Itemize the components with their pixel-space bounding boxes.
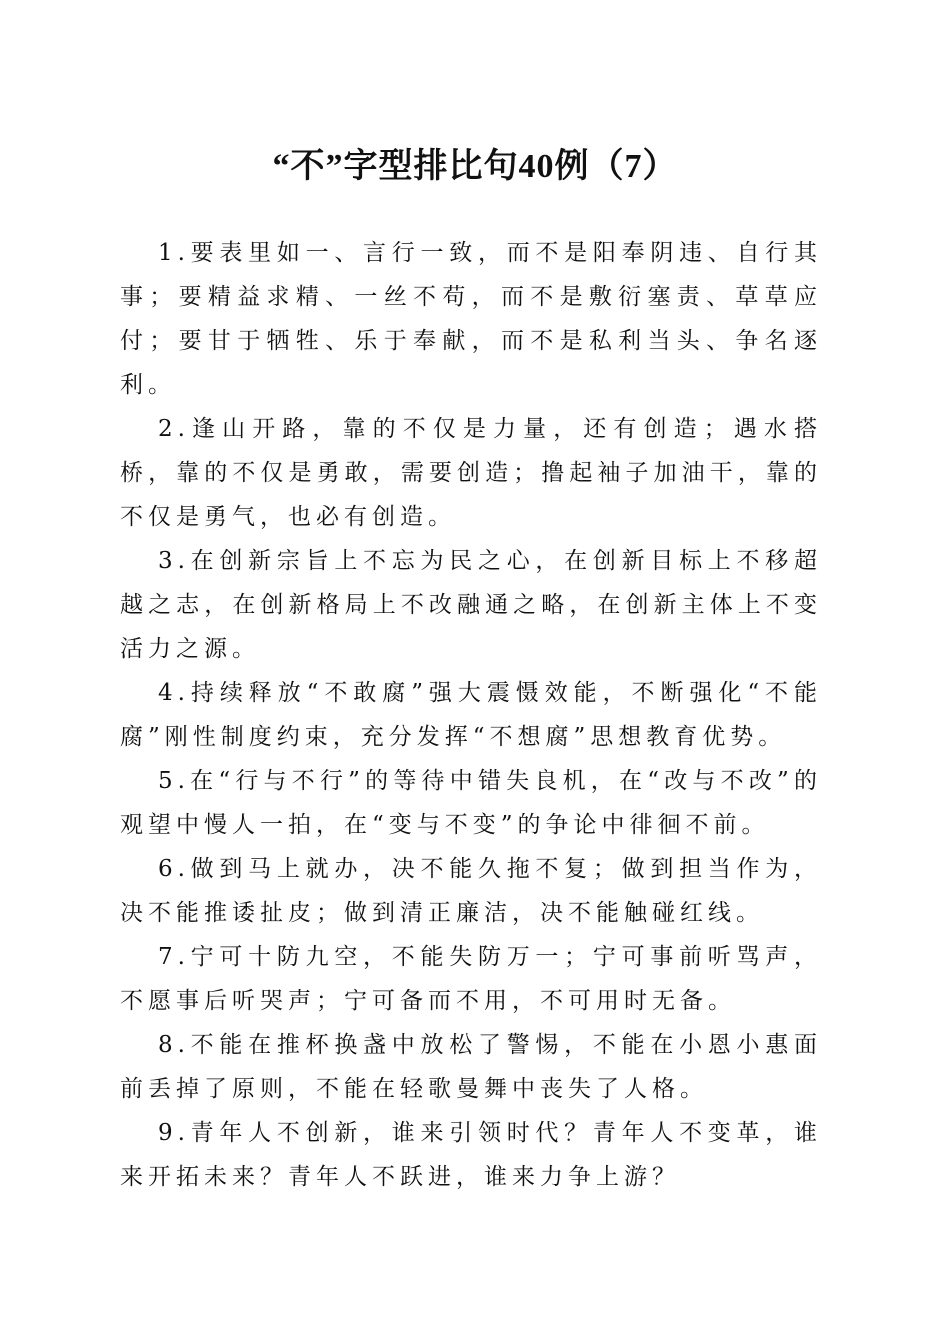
paragraph-2: 2.逢山开路，靠的不仅是力量，还有创造；遇水搭桥，靠的不仅是勇敢，需要创造；撸起袖子加油干，靠的不仅是勇气，也必有创造。 bbox=[120, 416, 822, 530]
paragraph-8: 8.不能在推杯换盏中放松了警惕，不能在小恩小惠面前丢掉了原则，不能在轻歌曼舞中丧失了人格。 bbox=[120, 1032, 822, 1102]
paragraph-9: 9.青年人不创新，谁来引领时代？青年人不变革，谁来开拓未来？青年人不跃进，谁来力争上游？ bbox=[120, 1120, 822, 1190]
paragraph-4: 4.持续释放“不敢腐”强大震慑效能，不断强化“不能腐”刚性制度约束，充分发挥“不想腐”思想教育优势。 bbox=[120, 680, 822, 750]
paragraph-5: 5.在“行与不行”的等待中错失良机，在“改与不改”的观望中慢人一拍，在“变与不变”的争论中徘徊不前。 bbox=[120, 768, 822, 838]
paragraph-1: 1.要表里如一、言行一致，而不是阳奉阴违、自行其事；要精益求精、一丝不苟，而不是敷衍塞责、草草应付；要甘于牺牲、乐于奉献，而不是私利当头、争名逐利。 bbox=[120, 240, 822, 398]
paragraph-6: 6.做到马上就办，决不能久拖不复；做到担当作为，决不能推诿扯皮；做到清正廉洁，决不能触碰红线。 bbox=[120, 856, 822, 926]
document-title: “不”字型排比句40例（7） bbox=[272, 148, 678, 185]
paragraph-7: 7.宁可十防九空，不能失防万一；宁可事前听骂声，不愿事后听哭声；宁可备而不用，不可用时无备。 bbox=[120, 944, 822, 1014]
document-body bbox=[120, 231, 822, 1199]
paragraph-3: 3.在创新宗旨上不忘为民之心，在创新目标上不移超越之志，在创新格局上不改融通之略，在创新主体上不变活力之源。 bbox=[120, 548, 822, 662]
